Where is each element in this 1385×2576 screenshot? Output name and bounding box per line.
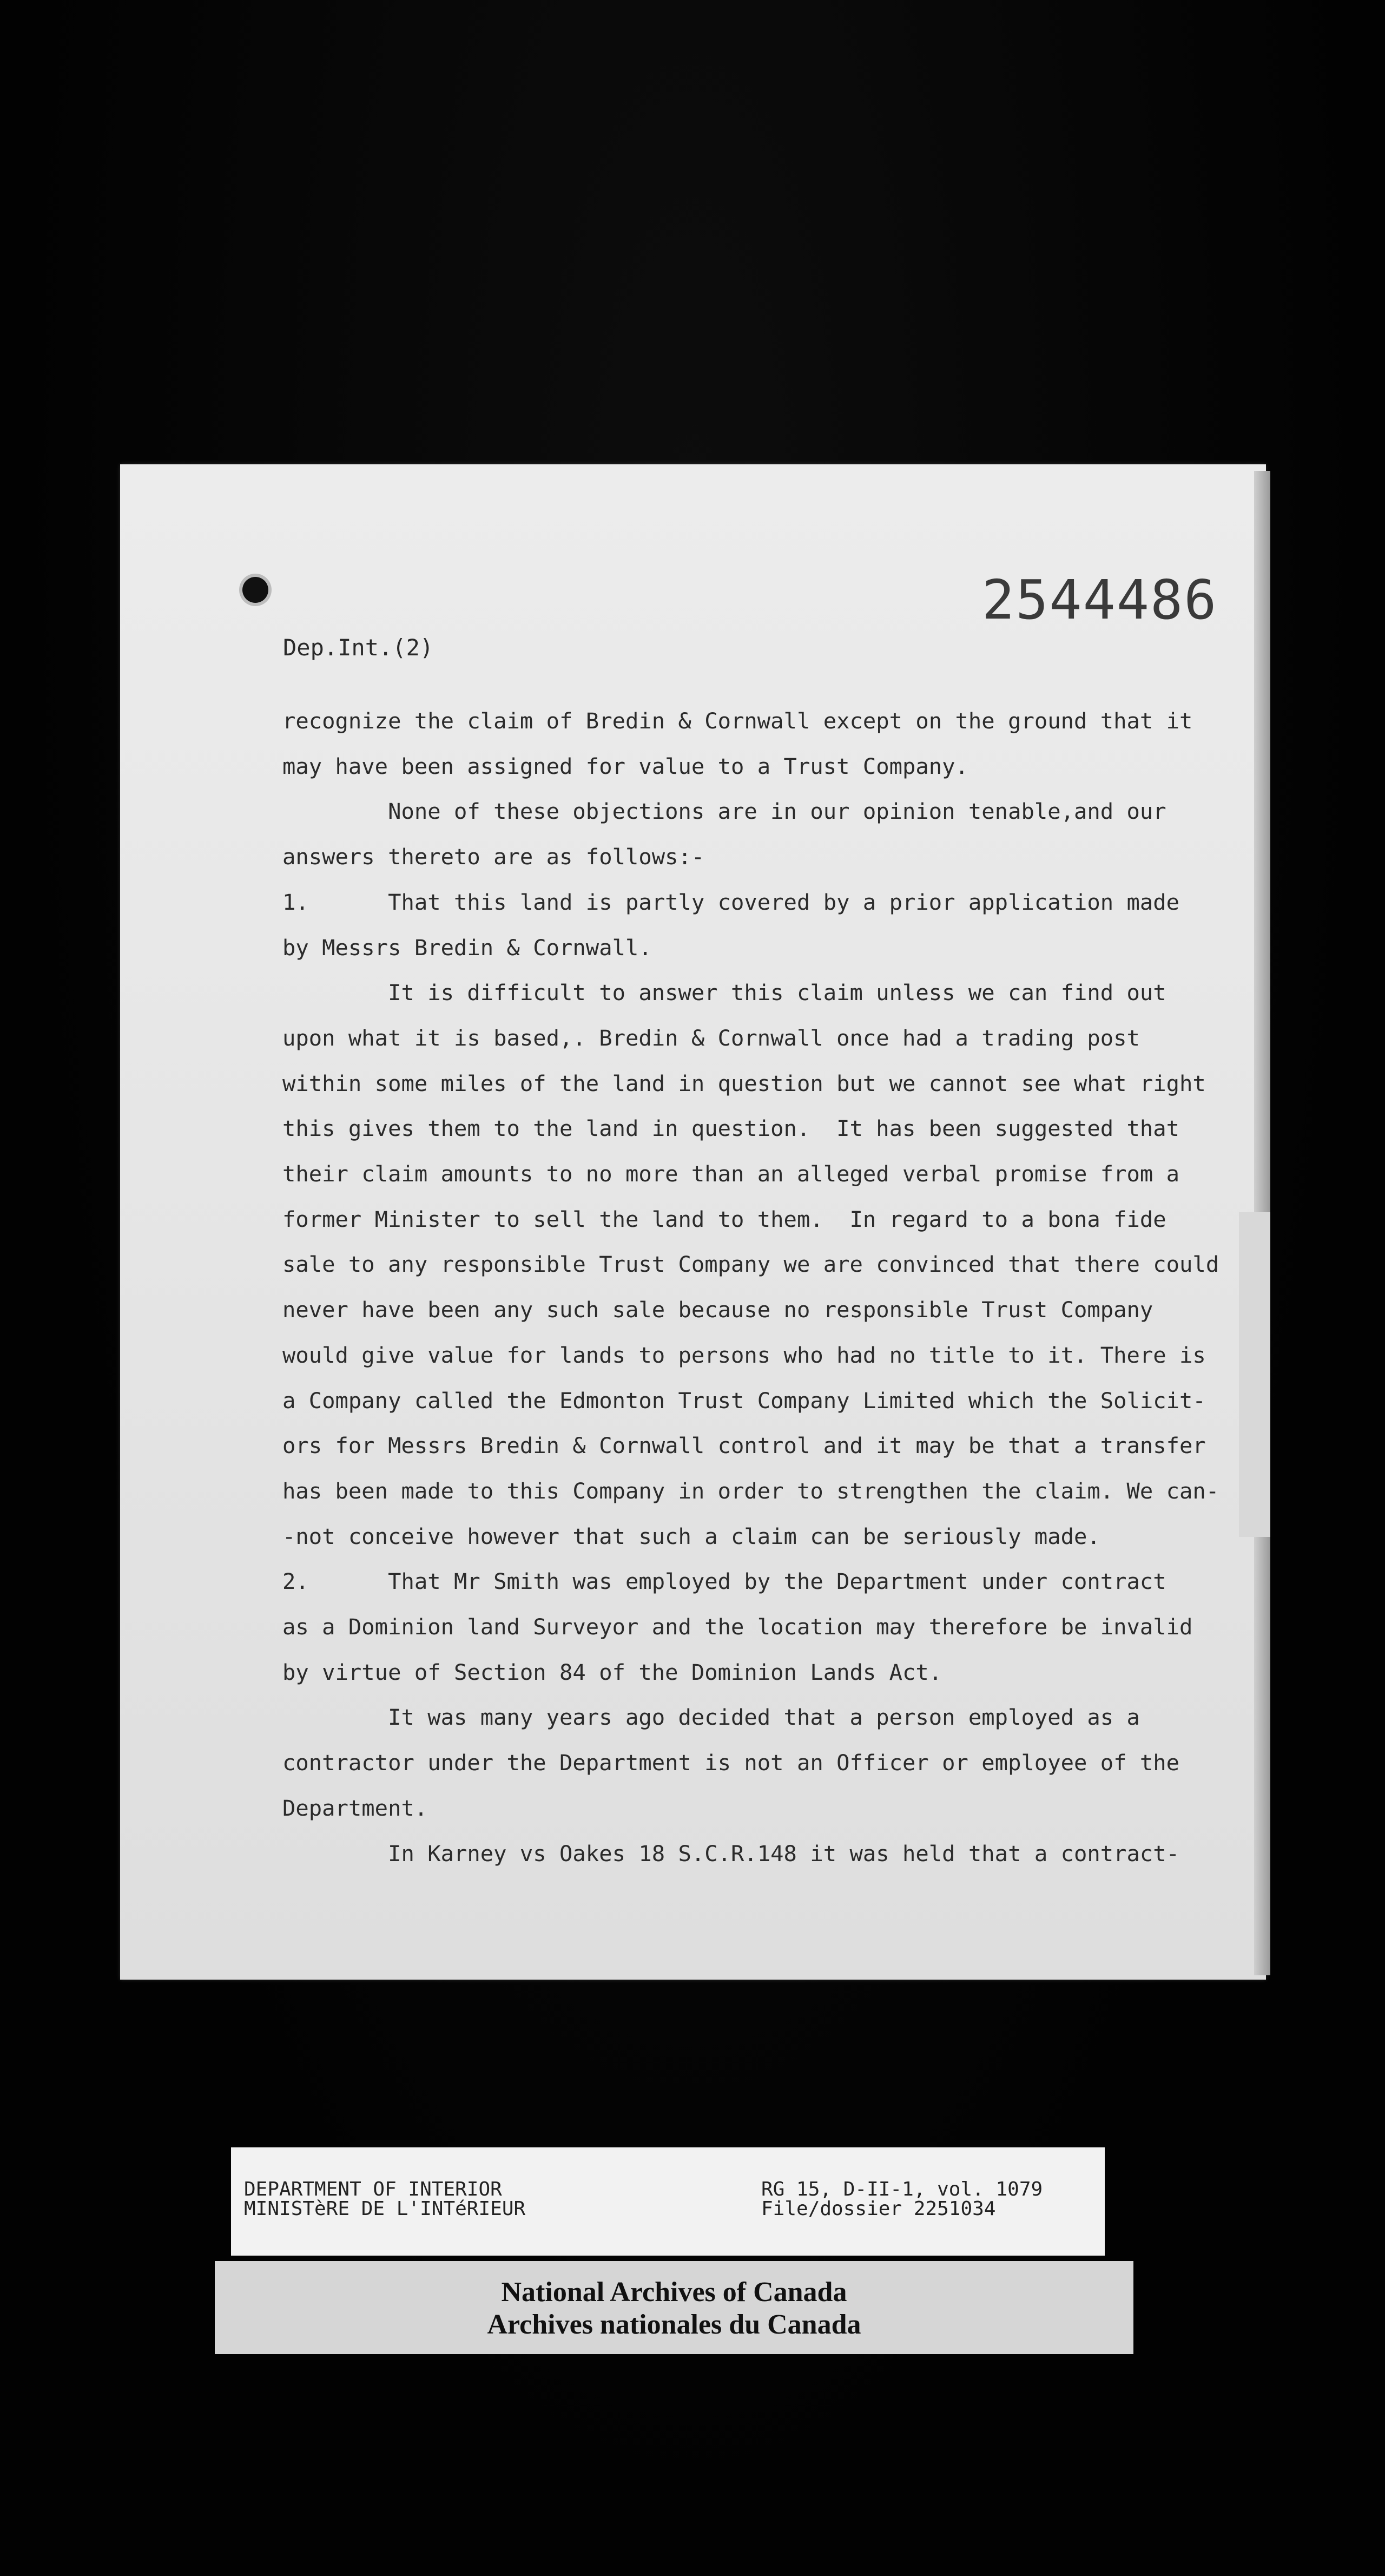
document-number: 2544486 <box>982 568 1218 632</box>
body-line: It was many years ago decided that a person employed as a <box>282 1704 1140 1731</box>
stamp-file: File/dossier 2251034 <box>761 2198 996 2220</box>
stamp-dept-fr: MINISTèRE DE L'INTéRIEUR <box>244 2198 526 2220</box>
hole-punch-mark <box>242 577 268 603</box>
body-line: this gives them to the land in question. It has been suggested that <box>282 1115 1180 1142</box>
body-line: -not conceive however that such a claim can be seriously made. <box>282 1523 1100 1549</box>
archive-label <box>215 2261 1133 2354</box>
body-line: contractor under the Department is not an Officer or employee of the <box>282 1750 1180 1776</box>
body-line: former Minister to sell the land to them. In regard to a bona fide <box>282 1206 1166 1232</box>
body-line: 2. That Mr Smith was employed by the Department under contract <box>282 1568 1166 1595</box>
archive-stamp <box>231 2147 1105 2256</box>
body-line: 1. That this land is partly covered by a prior application made <box>282 889 1180 915</box>
body-line: may have been assigned for value to a Trust Company. <box>282 753 968 779</box>
body-line: within some miles of the land in question but we cannot see what right <box>282 1070 1206 1096</box>
stamp-reference <box>761 2180 1043 2219</box>
body-line: sale to any responsible Trust Company we are convinced that there could <box>282 1251 1219 1278</box>
stamp-department <box>244 2180 525 2219</box>
body-line: by virtue of Section 84 of the Dominion Lands Act. <box>282 1659 942 1685</box>
body-line: has been made to this Company in order to strengthen the claim. We can- <box>282 1477 1219 1504</box>
archive-name-fr: Archives nationales du Canada <box>487 2309 861 2340</box>
header-reference: Dep.Int.(2) <box>283 634 434 661</box>
body-line: upon what it is based,. Bredin & Cornwall once had a trading post <box>282 1024 1140 1051</box>
body-line: recognize the claim of Bredin & Cornwall except on the ground that it <box>282 708 1193 734</box>
body-line: a Company called the Edmonton Trust Company Limited which the Solicit- <box>282 1387 1206 1414</box>
body-line: by Messrs Bredin & Cornwall. <box>282 934 652 961</box>
body-line: ors for Messrs Bredin & Cornwall control and it may be that a transfer <box>282 1432 1206 1459</box>
body-line: as a Dominion land Surveyor and the location may therefore be invalid <box>282 1614 1193 1640</box>
body-line: None of these objections are in our opinion tenable,and our <box>282 798 1166 825</box>
body-line: It is difficult to answer this claim unless we can find out <box>282 980 1166 1006</box>
stamp-dept-en: DEPARTMENT OF INTERIOR <box>244 2178 502 2200</box>
body-line: their claim amounts to no more than an alleged verbal promise from a <box>282 1161 1180 1187</box>
body-line: Department. <box>282 1795 428 1821</box>
body-line: In Karney vs Oakes 18 S.C.R.148 it was held that a contract- <box>282 1840 1180 1867</box>
body-line: answers thereto are as follows:- <box>282 844 705 870</box>
stamp-ref: RG 15, D-II-1, vol. 1079 <box>761 2178 1043 2200</box>
page-tab <box>1239 1212 1270 1537</box>
body-line: never have been any such sale because no responsible Trust Company <box>282 1297 1153 1323</box>
body-line: would give value for lands to persons who had no title to it. There is <box>282 1342 1206 1368</box>
archive-name-en: National Archives of Canada <box>501 2277 847 2308</box>
